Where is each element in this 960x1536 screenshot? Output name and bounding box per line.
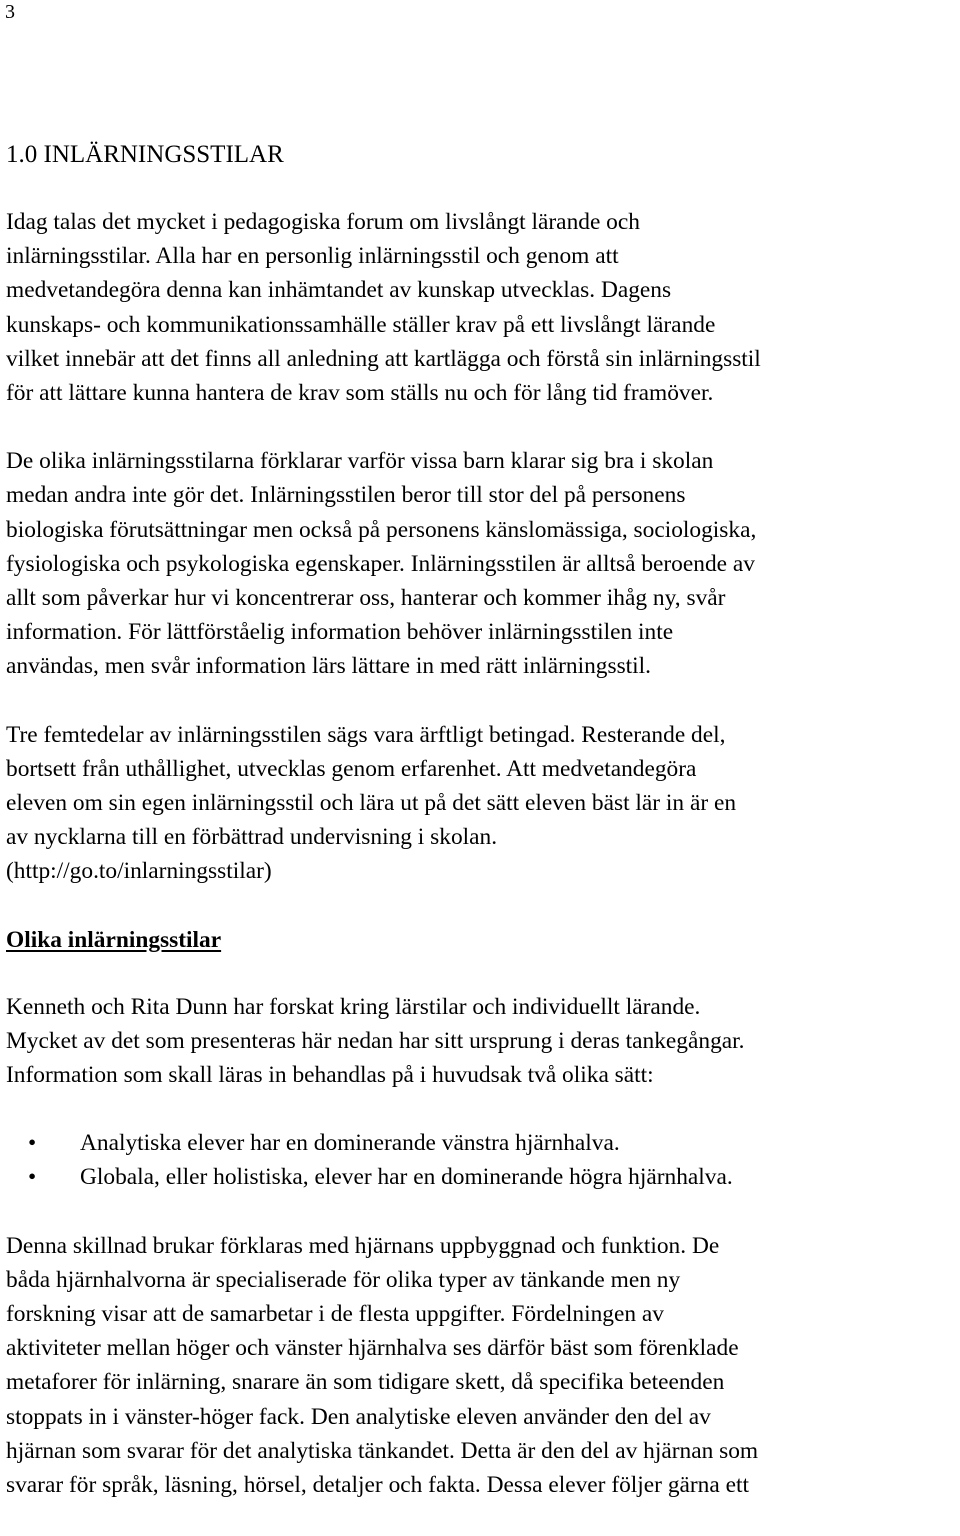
text-line: för att lättare kunna hantera de krav som ställs nu och för lång tid framöver.: [6, 380, 714, 407]
section-heading: 1.0 INLÄRNINGSSTILAR: [6, 141, 284, 168]
document-body: [6, 138, 956, 1536]
text-line: aktiviteter mellan höger och vänster hjärnhalva ses därför bäst som förenklade: [6, 1335, 739, 1362]
list-item: [6, 1160, 956, 1194]
paragraph-dunn: [6, 990, 956, 1093]
paragraph-styles: [6, 444, 956, 683]
text-line: medvetandegöra denna kan inhämtandet av kunskap utvecklas. Dagens: [6, 277, 672, 304]
text-line: Mycket av det som presenteras här nedan har sitt ursprung i deras tankegångar.: [6, 1027, 745, 1054]
list-item-text: Analytiska elever har en dominerande vänstra hjärnhalva.: [80, 1130, 620, 1157]
list-item-text: Globala, eller holistiska, elever har en dominerande högra hjärnhalva.: [80, 1164, 733, 1191]
subheading: Olika inlärningsstilar: [6, 926, 222, 953]
text-line: forskning visar att de samarbetar i de flesta uppgifter. Fördelningen av: [6, 1301, 664, 1328]
text-line: inlärningsstilar. Alla har en personlig inlärningsstil och genom att: [6, 243, 619, 270]
text-line: metaforer för inlärning, snarare än som tidigare skett, då specifika beteenden: [6, 1369, 725, 1396]
text-line: biologiska förutsättningar men också på personens känslomässiga, sociologiska,: [6, 516, 757, 543]
text-line: kunskaps- och kommunikationssamhälle ställer krav på ett livslångt lärande: [6, 311, 716, 338]
paragraph-brain: [6, 1229, 956, 1503]
text-line: fysiologiska och psykologiska egenskaper. Inlärningsstilen är alltså beroende av: [6, 550, 755, 577]
paragraph-heredity: [6, 718, 956, 889]
text-line: eleven om sin egen inlärningsstil och lära ut på det sätt eleven bäst lär in är en: [6, 790, 737, 817]
text-line: vilket innebär att det finns all anledning att kartlägga och förstå sin inlärningsstil: [6, 345, 761, 372]
text-line: bortsett från uthållighet, utvecklas genom erfarenhet. Att medvetandegöra: [6, 755, 697, 782]
text-line: Denna skillnad brukar förklaras med hjärnans uppbyggnad och funktion. De: [6, 1232, 720, 1259]
text-line: båda hjärnhalvorna är specialiserade för olika typer av tänkande men ny: [6, 1266, 681, 1293]
text-line: svarar för språk, läsning, hörsel, detaljer och fakta. Dessa elever följer gärna ett: [6, 1472, 749, 1499]
text-line: Kenneth och Rita Dunn har forskat kring lärstilar och individuellt lärande.: [6, 993, 701, 1020]
bullet-icon: •: [28, 1164, 37, 1191]
text-line: De olika inlärningsstilarna förklarar varför vissa barn klarar sig bra i skolan: [6, 448, 714, 475]
text-line: information. För lättförståelig information behöver inlärningsstilen inte: [6, 619, 674, 646]
text-line: av nycklarna till en förbättrad undervisning i skolan.: [6, 824, 498, 851]
list-item: [6, 1126, 956, 1160]
bullet-icon: •: [28, 1130, 37, 1157]
text-line: Tre femtedelar av inlärningsstilen sägs vara ärftligt betingad. Resterande del,: [6, 721, 726, 748]
page-number: 3: [5, 1, 15, 23]
text-line: stoppats in i vänster-höger fack. Den analytiske eleven använder den del av: [6, 1403, 711, 1430]
paragraph-intro: [6, 205, 956, 410]
text-line: allt som påverkar hur vi koncentrerar oss, hanterar och kommer ihåg ny, svår: [6, 585, 726, 612]
text-line: användas, men svår information lärs lättare in med rätt inlärningsstil.: [6, 653, 652, 680]
text-line: Idag talas det mycket i pedagogiska forum om livslångt lärande och: [6, 209, 640, 235]
text-line: medan andra inte gör det. Inlärningsstilen beror till stor del på personens: [6, 482, 686, 509]
bullet-list: [6, 1126, 956, 1194]
text-line: Information som skall läras in behandlas på i huvudsak två olika sätt:: [6, 1062, 654, 1089]
text-line: hjärnan som svarar för det analytiska tänkandet. Detta är den del av hjärnan som: [6, 1437, 759, 1464]
source-reference: (http://go.to/inlarningsstilar): [6, 858, 272, 885]
